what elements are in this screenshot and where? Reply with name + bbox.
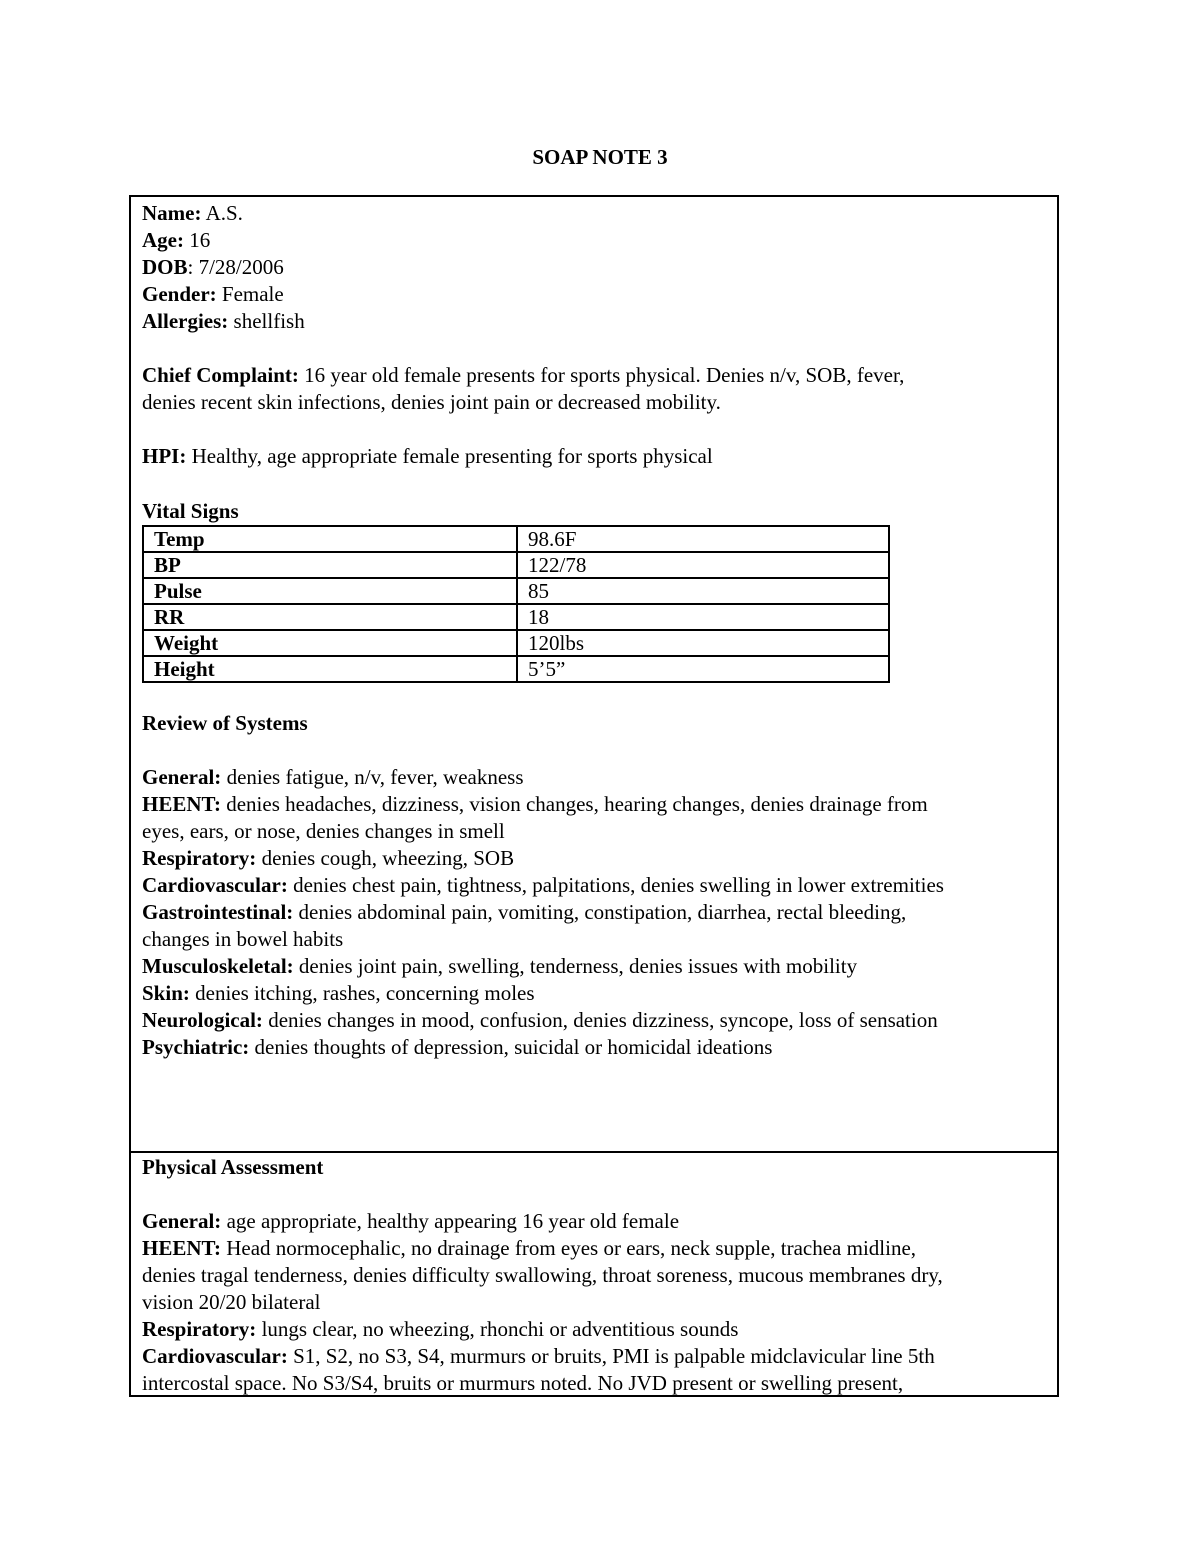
vital-value: 85 bbox=[517, 578, 889, 604]
pa-respiratory-label: Respiratory: bbox=[142, 1317, 257, 1341]
pa-heent-text-1: Head normocephalic, no drainage from eyes or ears, neck supple, trachea midline, bbox=[220, 1236, 917, 1260]
ros-heent-text-1: denies headaches, dizziness, vision changes, hearing changes, denies drainage from bbox=[220, 792, 928, 816]
ros-neuro-text: denies changes in mood, confusion, denies dizziness, syncope, loss of sensation bbox=[262, 1008, 938, 1032]
patient-dob: : 7/28/2006 bbox=[187, 255, 284, 279]
review-of-systems-heading: Review of Systems bbox=[142, 711, 308, 735]
patient-name-line bbox=[142, 200, 1047, 227]
vital-value: 122/78 bbox=[517, 552, 889, 578]
pa-heent-label: HEENT: bbox=[142, 1236, 221, 1260]
ros-psych-text: denies thoughts of depression, suicidal or homicidal ideations bbox=[249, 1035, 773, 1059]
ros-cardiovascular-line bbox=[142, 872, 1047, 899]
patient-age: 16 bbox=[183, 228, 211, 252]
hpi-label: HPI: bbox=[142, 444, 187, 468]
vital-label: Pulse bbox=[143, 578, 517, 604]
ros-neuro-line bbox=[142, 1007, 1047, 1034]
ros-psych-label: Psychiatric: bbox=[142, 1035, 250, 1059]
allergies-label: Allergies: bbox=[142, 309, 229, 333]
physical-assessment-heading: Physical Assessment bbox=[142, 1155, 324, 1179]
name-label: Name: bbox=[142, 201, 202, 225]
ros-musculo-label: Musculoskeletal: bbox=[142, 954, 294, 978]
ros-musculo-line bbox=[142, 953, 1047, 980]
patient-age-line bbox=[142, 227, 1047, 254]
pa-general-text: age appropriate, healthy appearing 16 year old female bbox=[221, 1209, 680, 1233]
vital-label: Height bbox=[143, 656, 517, 682]
table-row bbox=[143, 604, 889, 630]
vital-label: Temp bbox=[143, 526, 517, 552]
ros-skin-text: denies itching, rashes, concerning moles bbox=[189, 981, 535, 1005]
pa-general-line bbox=[142, 1208, 1047, 1235]
ros-psych-line bbox=[142, 1034, 1047, 1061]
hpi-line bbox=[142, 443, 1047, 470]
ros-respiratory-line bbox=[142, 845, 1047, 872]
patient-gender-line bbox=[142, 281, 1047, 308]
table-row bbox=[143, 656, 889, 682]
chief-complaint-line-1 bbox=[142, 362, 1047, 389]
patient-allergies: shellfish bbox=[228, 309, 305, 333]
ros-general-line bbox=[142, 764, 1047, 791]
table-row bbox=[143, 526, 889, 552]
ros-heent-line-2: eyes, ears, or nose, denies changes in smell bbox=[142, 819, 505, 843]
ros-musculo-text: denies joint pain, swelling, tenderness, denies issues with mobility bbox=[293, 954, 858, 978]
patient-gender: Female bbox=[216, 282, 284, 306]
pa-heent-line-1 bbox=[142, 1235, 1047, 1262]
vital-value: 120lbs bbox=[517, 630, 889, 656]
soap-note-box bbox=[129, 195, 1059, 1397]
patient-dob-line bbox=[142, 254, 1047, 281]
pa-general-label: General: bbox=[142, 1209, 222, 1233]
ros-gastro-label: Gastrointestinal: bbox=[142, 900, 294, 924]
pa-respiratory-line bbox=[142, 1316, 1047, 1343]
vital-label: BP bbox=[143, 552, 517, 578]
objective-section bbox=[131, 1151, 1057, 1395]
ros-heent-line-1 bbox=[142, 791, 1047, 818]
ros-skin-label: Skin: bbox=[142, 981, 190, 1005]
document-title: SOAP NOTE 3 bbox=[532, 145, 668, 169]
pa-cardiovascular-line-1 bbox=[142, 1343, 1047, 1370]
ros-general-text: denies fatigue, n/v, fever, weakness bbox=[221, 765, 524, 789]
chief-complaint-text-1: 16 year old female presents for sports physical. Denies n/v, SOB, fever, bbox=[298, 363, 905, 387]
ros-general-label: General: bbox=[142, 765, 222, 789]
hpi-text: Healthy, age appropriate female presenting for sports physical bbox=[186, 444, 713, 468]
ros-gastro-text-1: denies abdominal pain, vomiting, constipation, diarrhea, rectal bleeding, bbox=[293, 900, 907, 924]
age-label: Age: bbox=[142, 228, 184, 252]
pa-heent-line-2: denies tragal tenderness, denies difficulty swallowing, throat soreness, mucous membranes dry, bbox=[142, 1263, 943, 1287]
vital-label: Weight bbox=[143, 630, 517, 656]
pa-cardiovascular-text-1: S1, S2, no S3, S4, murmurs or bruits, PMI is palpable midclavicular line 5th bbox=[287, 1344, 935, 1368]
vital-value: 5’5” bbox=[517, 656, 889, 682]
vital-signs-heading: Vital Signs bbox=[142, 499, 239, 523]
ros-heent-label: HEENT: bbox=[142, 792, 221, 816]
gender-label: Gender: bbox=[142, 282, 217, 306]
ros-cardiovascular-label: Cardiovascular: bbox=[142, 873, 288, 897]
ros-neuro-label: Neurological: bbox=[142, 1008, 263, 1032]
ros-skin-line bbox=[142, 980, 1047, 1007]
vital-label: RR bbox=[143, 604, 517, 630]
table-row bbox=[143, 578, 889, 604]
dob-label: DOB bbox=[142, 255, 188, 279]
patient-allergies-line bbox=[142, 308, 1047, 335]
subjective-section bbox=[131, 197, 1057, 1151]
patient-name: A.S. bbox=[201, 201, 243, 225]
vital-value: 98.6F bbox=[517, 526, 889, 552]
vital-signs-table bbox=[142, 525, 890, 683]
ros-respiratory-text: denies cough, wheezing, SOB bbox=[256, 846, 515, 870]
ros-gastro-line-2: changes in bowel habits bbox=[142, 927, 344, 951]
table-row bbox=[143, 630, 889, 656]
chief-complaint-line-2: denies recent skin infections, denies joint pain or decreased mobility. bbox=[142, 390, 721, 414]
pa-heent-line-3: vision 20/20 bilateral bbox=[142, 1290, 321, 1314]
vital-value: 18 bbox=[517, 604, 889, 630]
ros-respiratory-label: Respiratory: bbox=[142, 846, 257, 870]
pa-cardiovascular-line-2: intercostal space. No S3/S4, bruits or murmurs noted. No JVD present or swelling present, bbox=[142, 1371, 904, 1395]
chief-complaint-label: Chief Complaint: bbox=[142, 363, 299, 387]
ros-gastro-line-1 bbox=[142, 899, 1047, 926]
ros-cardiovascular-text: denies chest pain, tightness, palpitations, denies swelling in lower extremities bbox=[287, 873, 944, 897]
pa-cardiovascular-label: Cardiovascular: bbox=[142, 1344, 288, 1368]
pa-respiratory-text: lungs clear, no wheezing, rhonchi or adventitious sounds bbox=[256, 1317, 739, 1341]
table-row bbox=[143, 552, 889, 578]
